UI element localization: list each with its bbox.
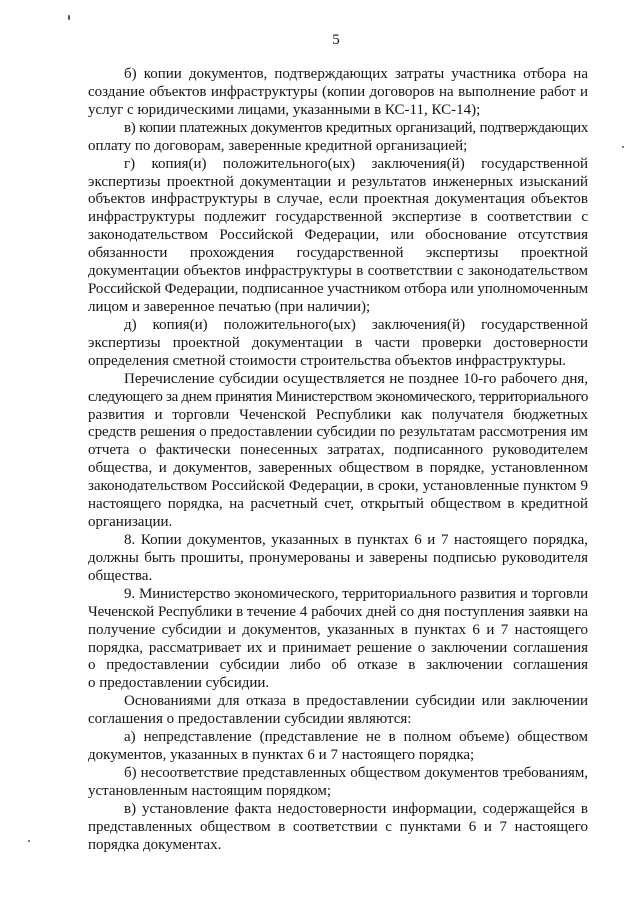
text-line: следующего за днем принятия Министерством экономического, территориального <box>88 388 588 405</box>
text-line: порядка документах. <box>88 836 222 853</box>
text-line: документов, указанных в пунктах 6 и 7 настоящего порядка; <box>88 747 475 764</box>
refusal-grounds-intro <box>88 693 588 729</box>
clause-8 <box>88 532 588 586</box>
text-line: б) несоответствие представленных обществом документов требованиям, <box>124 764 588 781</box>
text-line: лицом и заверенное печатью (при наличии); <box>88 298 371 315</box>
text-line: отчета о фактически понесенных затратах, подписанного руководителем <box>88 442 588 459</box>
document-body <box>88 66 588 855</box>
text-line: развития и торговли Чеченской Республики как получателя бюджетных <box>88 406 588 423</box>
text-line: представленных обществом в соответствии с пунктами 6 и 7 настоящего <box>88 818 588 835</box>
text-line: Чеченской Республики в течение 4 рабочих дней со дня поступления заявки на <box>88 603 588 620</box>
text-line: д) копия(и) положительного(ых) заключения(й) государственной <box>124 316 588 333</box>
text-line: должны быть прошиты, пронумерованы и заверены подписью руководителя <box>88 549 588 566</box>
text-line: общества, и документов, заверенных обществом в порядке, установленном <box>88 460 588 477</box>
text-line: 9. Министерство экономического, территориального развития и торговли <box>124 585 588 602</box>
text-line: законодательством Российской Федерации, в сроки, установленные пунктом 9 <box>88 478 588 495</box>
text-line: объектов инфраструктуры в случае, если проектная документация объектов <box>88 191 588 208</box>
text-line: б) копии документов, подтверждающих затраты участника отбора на <box>124 66 588 82</box>
item-d-estimate-expertise <box>88 317 588 371</box>
subsidy-transfer-paragraph <box>88 371 588 532</box>
scan-speck <box>28 840 30 842</box>
text-line: настоящего порядка, на расчетный счет, открытый обществом в кредитной <box>88 496 588 513</box>
text-line: порядка, рассматривает их и принимает решение о заключении соглашения <box>88 639 588 656</box>
text-line: 8. Копии документов, указанных в пунктах 6 и 7 настоящего порядка, <box>124 531 588 548</box>
page-number: 5 <box>332 32 340 48</box>
text-line: г) копия(и) положительного(ых) заключения(й) государственной <box>124 155 588 172</box>
item-v-payment-documents <box>88 120 588 156</box>
text-line: инфраструктуры подлежит государственной экспертизе в соответствии с <box>88 209 588 226</box>
item-g-expertise-conclusion <box>88 156 588 317</box>
text-line: соглашения о предоставлении субсидии являются: <box>88 711 412 728</box>
text-line: Перечисление субсидии осуществляется не позднее 10-го рабочего дня, <box>124 370 588 387</box>
clause-9 <box>88 586 588 694</box>
text-line: Российской Федерации, подписанное участником отбора или уполномоченным <box>88 281 588 298</box>
text-line: установленным настоящим порядком; <box>88 782 332 799</box>
text-line: получение субсидии и документов, указанных в пунктах 6 и 7 настоящего <box>88 621 588 638</box>
text-line: услуг с юридическими лицами, указанными в КС-11, КС-14); <box>88 101 481 118</box>
text-line: определения сметной стоимости строительства объектов инфраструктуры. <box>88 352 567 369</box>
text-line: экспертизы проектной документации и результатов инженерных изысканий <box>88 173 588 190</box>
text-line: документации объектов инфраструктуры в соответствии с законодательством <box>88 263 588 280</box>
text-line: в) установление факта недостоверности информации, содержащейся в <box>124 800 588 817</box>
text-line: в) копии платежных документов кредитных организаций, подтверждающих <box>124 119 588 136</box>
text-line: о предоставлении субсидии. <box>88 675 270 692</box>
text-line: создание объектов инфраструктуры (копии договоров на выполнение работ и <box>88 83 588 100</box>
text-line: экспертизы проектной документации в части проверки достоверности <box>88 334 588 351</box>
text-line: а) непредставление (представление не в полном объеме) обществом <box>124 729 588 746</box>
text-line: Основаниями для отказа в предоставлении субсидии или заключении <box>124 693 588 710</box>
text-line: законодательством Российской Федерации, или обоснование отсутствия <box>88 227 588 244</box>
scan-speck <box>68 15 70 20</box>
text-line: о предоставлении субсидии либо об отказе в заключении соглашения <box>88 657 588 674</box>
text-line: обязанности прохождения государственной экспертизы проектной <box>88 245 588 262</box>
text-line: средств решения о предоставлении субсидии по результатам рассмотрения им <box>88 424 588 441</box>
text-line: оплату по договорам, заверенные кредитной организацией; <box>88 137 468 154</box>
text-line: организации. <box>88 514 173 531</box>
refusal-ground-v <box>88 801 588 855</box>
text-line: общества. <box>88 567 153 584</box>
scan-speck <box>622 146 624 148</box>
refusal-ground-a <box>88 729 588 765</box>
item-b-cost-documents <box>88 66 588 120</box>
refusal-ground-b <box>88 765 588 801</box>
